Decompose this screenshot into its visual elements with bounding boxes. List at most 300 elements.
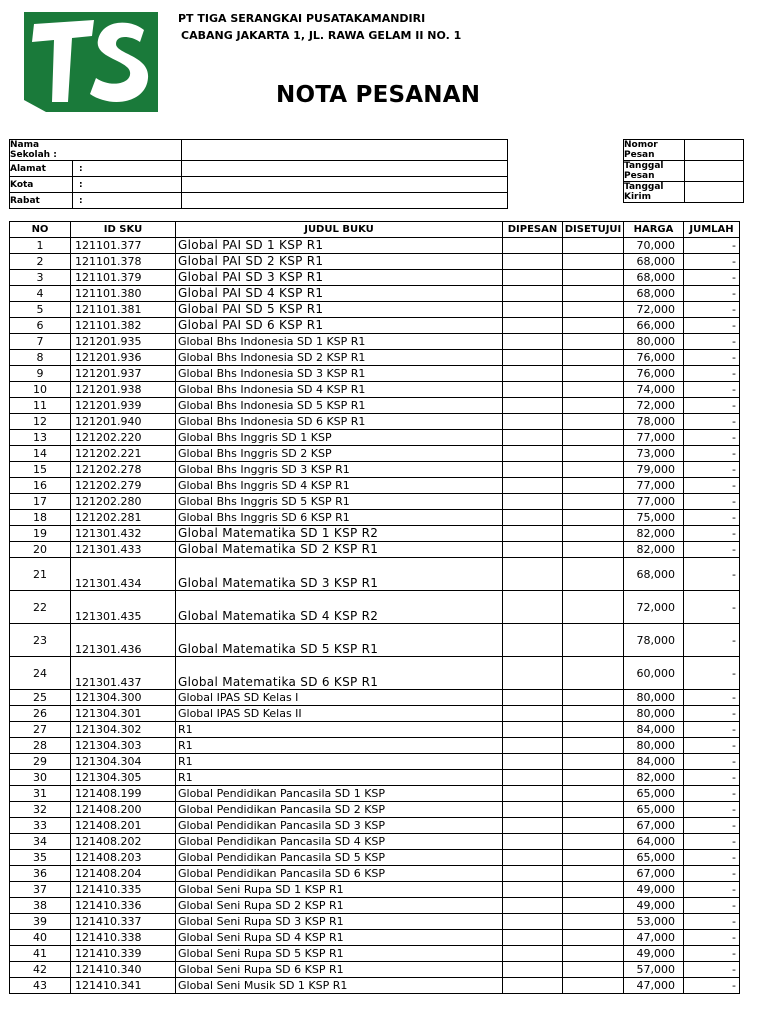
row-disetujui[interactable] <box>563 318 624 334</box>
row-id-sku: 121201.935 <box>71 334 176 350</box>
row-judul-buku: Global Seni Rupa SD 3 KSP R1 <box>176 914 503 930</box>
row-harga: 74,000 <box>624 382 684 398</box>
row-judul-buku: Global Matematika SD 2 KSP R1 <box>176 542 503 558</box>
row-jumlah: - <box>684 850 740 866</box>
row-disetujui[interactable] <box>563 446 624 462</box>
row-id-sku: 121201.937 <box>71 366 176 382</box>
row-dipesan[interactable] <box>503 706 563 722</box>
table-row <box>10 414 740 430</box>
row-dipesan[interactable] <box>503 770 563 786</box>
row-judul-buku: Global Bhs Indonesia SD 3 KSP R1 <box>176 366 503 382</box>
row-no: 42 <box>10 962 71 978</box>
row-judul-buku: Global Bhs Indonesia SD 5 KSP R1 <box>176 398 503 414</box>
row-harga: 65,000 <box>624 786 684 802</box>
row-harga: 82,000 <box>624 542 684 558</box>
row-jumlah: - <box>684 898 740 914</box>
row-dipesan[interactable] <box>503 254 563 270</box>
row-disetujui[interactable] <box>563 302 624 318</box>
table-row <box>10 286 740 302</box>
customer-info-table <box>9 139 508 209</box>
row-dipesan[interactable] <box>503 462 563 478</box>
header-harga: HARGA <box>624 222 684 238</box>
row-dipesan[interactable] <box>503 238 563 254</box>
row-disetujui[interactable] <box>563 706 624 722</box>
header-disetujui: DISETUJUI <box>563 222 624 238</box>
row-judul-buku: Global Bhs Indonesia SD 1 KSP R1 <box>176 334 503 350</box>
row-jumlah: - <box>684 722 740 738</box>
info-sep: : <box>73 193 182 209</box>
row-dipesan[interactable] <box>503 722 563 738</box>
row-no: 11 <box>10 398 71 414</box>
row-dipesan[interactable] <box>503 657 563 690</box>
table-row <box>10 802 740 818</box>
row-no: 20 <box>10 542 71 558</box>
row-disetujui[interactable] <box>563 818 624 834</box>
info-value[interactable] <box>182 140 508 161</box>
header-jumlah: JUMLAH <box>684 222 740 238</box>
row-disetujui[interactable] <box>563 850 624 866</box>
row-dipesan[interactable] <box>503 430 563 446</box>
row-jumlah: - <box>684 690 740 706</box>
row-jumlah: - <box>684 462 740 478</box>
table-row <box>10 770 740 786</box>
row-disetujui[interactable] <box>563 946 624 962</box>
row-dipesan[interactable] <box>503 591 563 624</box>
row-id-sku: 121408.202 <box>71 834 176 850</box>
row-no: 17 <box>10 494 71 510</box>
row-judul-buku: Global Bhs Indonesia SD 6 KSP R1 <box>176 414 503 430</box>
info-row-nomor-pesan <box>624 140 744 161</box>
row-no: 35 <box>10 850 71 866</box>
row-no: 34 <box>10 834 71 850</box>
row-dipesan[interactable] <box>503 914 563 930</box>
row-dipesan[interactable] <box>503 834 563 850</box>
row-harga: 68,000 <box>624 286 684 302</box>
row-id-sku: 121101.377 <box>71 238 176 254</box>
row-judul-buku: Global Bhs Inggris SD 5 KSP R1 <box>176 494 503 510</box>
row-disetujui[interactable] <box>563 930 624 946</box>
row-harga: 76,000 <box>624 350 684 366</box>
row-id-sku: 121410.335 <box>71 882 176 898</box>
info-label: Tanggal Kirim <box>624 182 685 203</box>
row-dipesan[interactable] <box>503 850 563 866</box>
row-jumlah: - <box>684 786 740 802</box>
row-jumlah: - <box>684 270 740 286</box>
info-label: Nama Sekolah : <box>10 140 73 161</box>
info-row-tanggal-pesan <box>624 161 744 182</box>
table-row <box>10 818 740 834</box>
row-harga: 60,000 <box>624 657 684 690</box>
row-jumlah: - <box>684 657 740 690</box>
row-harga: 73,000 <box>624 446 684 462</box>
info-value[interactable] <box>182 193 508 209</box>
row-jumlah: - <box>684 334 740 350</box>
row-no: 29 <box>10 754 71 770</box>
row-no: 8 <box>10 350 71 366</box>
row-id-sku: 121202.281 <box>71 510 176 526</box>
table-row <box>10 446 740 462</box>
row-harga: 65,000 <box>624 850 684 866</box>
row-no: 5 <box>10 302 71 318</box>
row-id-sku: 121201.936 <box>71 350 176 366</box>
row-judul-buku: Global Matematika SD 1 KSP R2 <box>176 526 503 542</box>
row-id-sku: 121408.204 <box>71 866 176 882</box>
row-id-sku: 121304.300 <box>71 690 176 706</box>
info-sep <box>73 140 182 161</box>
row-judul-buku: Global Pendidikan Pancasila SD 3 KSP <box>176 818 503 834</box>
row-jumlah: - <box>684 302 740 318</box>
row-judul-buku: Global PAI SD 3 KSP R1 <box>176 270 503 286</box>
row-no: 25 <box>10 690 71 706</box>
row-disetujui[interactable] <box>563 478 624 494</box>
row-harga: 80,000 <box>624 334 684 350</box>
row-judul-buku: Global Bhs Inggris SD 3 KSP R1 <box>176 462 503 478</box>
row-id-sku: 121101.380 <box>71 286 176 302</box>
row-dipesan[interactable] <box>503 350 563 366</box>
table-row <box>10 624 740 657</box>
row-id-sku: 121304.303 <box>71 738 176 754</box>
row-harga: 79,000 <box>624 462 684 478</box>
row-dipesan[interactable] <box>503 414 563 430</box>
row-disetujui[interactable] <box>563 286 624 302</box>
row-dipesan[interactable] <box>503 542 563 558</box>
row-judul-buku: Global Seni Rupa SD 1 KSP R1 <box>176 882 503 898</box>
row-dipesan[interactable] <box>503 398 563 414</box>
table-row <box>10 270 740 286</box>
page-title: NOTA PESANAN <box>276 82 481 108</box>
row-harga: 49,000 <box>624 882 684 898</box>
row-judul-buku: Global PAI SD 5 KSP R1 <box>176 302 503 318</box>
row-harga: 67,000 <box>624 866 684 882</box>
table-row <box>10 510 740 526</box>
table-row <box>10 526 740 542</box>
row-disetujui[interactable] <box>563 350 624 366</box>
table-row <box>10 302 740 318</box>
row-harga: 76,000 <box>624 366 684 382</box>
row-harga: 77,000 <box>624 430 684 446</box>
row-dipesan[interactable] <box>503 494 563 510</box>
table-row <box>10 558 740 591</box>
row-disetujui[interactable] <box>563 978 624 994</box>
table-row <box>10 318 740 334</box>
row-dipesan[interactable] <box>503 898 563 914</box>
table-row <box>10 930 740 946</box>
row-jumlah: - <box>684 318 740 334</box>
row-disetujui[interactable] <box>563 414 624 430</box>
row-no: 3 <box>10 270 71 286</box>
row-disetujui[interactable] <box>563 366 624 382</box>
row-dipesan[interactable] <box>503 478 563 494</box>
row-dipesan[interactable] <box>503 866 563 882</box>
row-id-sku: 121304.305 <box>71 770 176 786</box>
company-logo <box>24 12 158 112</box>
row-dipesan[interactable] <box>503 882 563 898</box>
row-no: 31 <box>10 786 71 802</box>
row-id-sku: 121101.379 <box>71 270 176 286</box>
row-dipesan[interactable] <box>503 270 563 286</box>
row-harga: 77,000 <box>624 494 684 510</box>
row-harga: 84,000 <box>624 722 684 738</box>
row-disetujui[interactable] <box>563 270 624 286</box>
row-harga: 68,000 <box>624 270 684 286</box>
row-disetujui[interactable] <box>563 722 624 738</box>
row-dipesan[interactable] <box>503 690 563 706</box>
row-jumlah: - <box>684 624 740 657</box>
row-dipesan[interactable] <box>503 382 563 398</box>
row-no: 18 <box>10 510 71 526</box>
table-row <box>10 334 740 350</box>
row-dipesan[interactable] <box>503 978 563 994</box>
info-value[interactable] <box>182 161 508 177</box>
row-dipesan[interactable] <box>503 558 563 591</box>
row-disetujui[interactable] <box>563 494 624 510</box>
row-disetujui[interactable] <box>563 430 624 446</box>
row-jumlah: - <box>684 542 740 558</box>
row-no: 10 <box>10 382 71 398</box>
row-jumlah: - <box>684 494 740 510</box>
row-judul-buku: Global Seni Rupa SD 2 KSP R1 <box>176 898 503 914</box>
row-jumlah: - <box>684 286 740 302</box>
row-dipesan[interactable] <box>503 366 563 382</box>
row-disetujui[interactable] <box>563 962 624 978</box>
row-harga: 78,000 <box>624 624 684 657</box>
row-jumlah: - <box>684 962 740 978</box>
row-judul-buku: Global Bhs Inggris SD 6 KSP R1 <box>176 510 503 526</box>
row-id-sku: 121301.437 <box>71 657 176 690</box>
row-jumlah: - <box>684 802 740 818</box>
row-judul-buku: Global PAI SD 2 KSP R1 <box>176 254 503 270</box>
row-harga: 80,000 <box>624 738 684 754</box>
row-dipesan[interactable] <box>503 624 563 657</box>
row-dipesan[interactable] <box>503 946 563 962</box>
row-dipesan[interactable] <box>503 334 563 350</box>
row-no: 36 <box>10 866 71 882</box>
header-dipesan: DIPESAN <box>503 222 563 238</box>
row-disetujui[interactable] <box>563 690 624 706</box>
table-row <box>10 430 740 446</box>
row-no: 28 <box>10 738 71 754</box>
row-dipesan[interactable] <box>503 962 563 978</box>
company-name: PT TIGA SERANGKAI PUSATAKAMANDIRI <box>178 12 426 25</box>
row-disetujui[interactable] <box>563 914 624 930</box>
row-jumlah: - <box>684 414 740 430</box>
row-id-sku: 121101.378 <box>71 254 176 270</box>
row-judul-buku: Global Bhs Indonesia SD 4 KSP R1 <box>176 382 503 398</box>
row-jumlah: - <box>684 770 740 786</box>
row-id-sku: 121304.302 <box>71 722 176 738</box>
row-judul-buku: Global Seni Rupa SD 6 KSP R1 <box>176 962 503 978</box>
table-row <box>10 786 740 802</box>
table-row <box>10 478 740 494</box>
row-disetujui[interactable] <box>563 254 624 270</box>
row-no: 12 <box>10 414 71 430</box>
row-harga: 49,000 <box>624 946 684 962</box>
row-id-sku: 121202.278 <box>71 462 176 478</box>
row-dipesan[interactable] <box>503 318 563 334</box>
row-harga: 72,000 <box>624 302 684 318</box>
row-harga: 65,000 <box>624 802 684 818</box>
row-jumlah: - <box>684 818 740 834</box>
row-disetujui[interactable] <box>563 462 624 478</box>
row-disetujui[interactable] <box>563 754 624 770</box>
row-jumlah: - <box>684 706 740 722</box>
table-row <box>10 494 740 510</box>
row-harga: 80,000 <box>624 706 684 722</box>
row-harga: 47,000 <box>624 930 684 946</box>
row-disetujui[interactable] <box>563 334 624 350</box>
row-dipesan[interactable] <box>503 526 563 542</box>
info-value[interactable] <box>685 161 744 182</box>
header-judul-buku: JUDUL BUKU <box>176 222 503 238</box>
row-jumlah: - <box>684 398 740 414</box>
row-jumlah: - <box>684 430 740 446</box>
row-jumlah: - <box>684 254 740 270</box>
table-row <box>10 738 740 754</box>
row-id-sku: 121408.200 <box>71 802 176 818</box>
row-id-sku: 121410.337 <box>71 914 176 930</box>
row-dipesan[interactable] <box>503 286 563 302</box>
row-dipesan[interactable] <box>503 786 563 802</box>
row-dipesan[interactable] <box>503 754 563 770</box>
row-jumlah: - <box>684 446 740 462</box>
row-disetujui[interactable] <box>563 526 624 542</box>
table-row <box>10 978 740 994</box>
row-no: 24 <box>10 657 71 690</box>
row-no: 7 <box>10 334 71 350</box>
row-no: 33 <box>10 818 71 834</box>
row-dipesan[interactable] <box>503 802 563 818</box>
row-disetujui[interactable] <box>563 866 624 882</box>
row-id-sku: 121408.199 <box>71 786 176 802</box>
row-no: 40 <box>10 930 71 946</box>
info-label: Rabat <box>10 193 73 209</box>
row-disetujui[interactable] <box>563 542 624 558</box>
info-sep: : <box>73 161 182 177</box>
row-jumlah: - <box>684 558 740 591</box>
company-address: CABANG JAKARTA 1, JL. RAWA GELAM II NO. 1 <box>181 29 462 42</box>
row-id-sku: 121408.201 <box>71 818 176 834</box>
row-id-sku: 121304.301 <box>71 706 176 722</box>
row-disetujui[interactable] <box>563 882 624 898</box>
row-no: 23 <box>10 624 71 657</box>
row-judul-buku: Global PAI SD 1 KSP R1 <box>176 238 503 254</box>
row-judul-buku: Global IPAS SD Kelas II <box>176 706 503 722</box>
row-jumlah: - <box>684 834 740 850</box>
row-disetujui[interactable] <box>563 591 624 624</box>
row-id-sku: 121202.280 <box>71 494 176 510</box>
row-harga: 66,000 <box>624 318 684 334</box>
row-id-sku: 121201.939 <box>71 398 176 414</box>
row-harga: 67,000 <box>624 818 684 834</box>
table-row <box>10 366 740 382</box>
row-jumlah: - <box>684 914 740 930</box>
order-info-table <box>623 139 744 203</box>
row-disetujui[interactable] <box>563 770 624 786</box>
info-label: Nomor Pesan <box>624 140 685 161</box>
header-id-sku: ID SKU <box>71 222 176 238</box>
row-disetujui[interactable] <box>563 657 624 690</box>
info-label: Alamat <box>10 161 73 177</box>
row-disetujui[interactable] <box>563 898 624 914</box>
row-judul-buku: Global PAI SD 4 KSP R1 <box>176 286 503 302</box>
row-no: 4 <box>10 286 71 302</box>
table-row <box>10 834 740 850</box>
row-id-sku: 121410.336 <box>71 898 176 914</box>
info-value[interactable] <box>685 140 744 161</box>
row-disetujui[interactable] <box>563 238 624 254</box>
row-no: 43 <box>10 978 71 994</box>
row-judul-buku: Global PAI SD 6 KSP R1 <box>176 318 503 334</box>
company-header <box>178 10 461 44</box>
row-disetujui[interactable] <box>563 738 624 754</box>
row-jumlah: - <box>684 510 740 526</box>
row-disetujui[interactable] <box>563 624 624 657</box>
table-header-row <box>10 222 740 238</box>
row-harga: 64,000 <box>624 834 684 850</box>
row-harga: 68,000 <box>624 254 684 270</box>
row-id-sku: 121410.339 <box>71 946 176 962</box>
row-dipesan[interactable] <box>503 446 563 462</box>
row-disetujui[interactable] <box>563 786 624 802</box>
info-value[interactable] <box>182 177 508 193</box>
row-judul-buku: Global Pendidikan Pancasila SD 6 KSP <box>176 866 503 882</box>
info-row-nama-sekolah <box>10 140 508 161</box>
row-dipesan[interactable] <box>503 302 563 318</box>
table-row <box>10 882 740 898</box>
row-jumlah: - <box>684 238 740 254</box>
row-id-sku: 121301.432 <box>71 526 176 542</box>
row-disetujui[interactable] <box>563 802 624 818</box>
row-disetujui[interactable] <box>563 382 624 398</box>
row-no: 16 <box>10 478 71 494</box>
table-row <box>10 914 740 930</box>
row-judul-buku: Global Bhs Inggris SD 4 KSP R1 <box>176 478 503 494</box>
row-disetujui[interactable] <box>563 558 624 591</box>
row-judul-buku: Global Bhs Indonesia SD 2 KSP R1 <box>176 350 503 366</box>
row-disetujui[interactable] <box>563 398 624 414</box>
table-row <box>10 350 740 366</box>
row-dipesan[interactable] <box>503 738 563 754</box>
table-row <box>10 722 740 738</box>
row-harga: 82,000 <box>624 526 684 542</box>
table-row <box>10 382 740 398</box>
info-sep: : <box>73 177 182 193</box>
row-id-sku: 121408.203 <box>71 850 176 866</box>
row-jumlah: - <box>684 930 740 946</box>
row-id-sku: 121410.338 <box>71 930 176 946</box>
row-no: 22 <box>10 591 71 624</box>
table-row <box>10 898 740 914</box>
row-jumlah: - <box>684 478 740 494</box>
row-id-sku: 121201.940 <box>71 414 176 430</box>
row-disetujui[interactable] <box>563 510 624 526</box>
info-value[interactable] <box>685 182 744 203</box>
row-dipesan[interactable] <box>503 818 563 834</box>
row-harga: 72,000 <box>624 591 684 624</box>
row-harga: 78,000 <box>624 414 684 430</box>
row-judul-buku: Global Bhs Inggris SD 2 KSP <box>176 446 503 462</box>
table-row <box>10 690 740 706</box>
row-jumlah: - <box>684 978 740 994</box>
row-disetujui[interactable] <box>563 834 624 850</box>
row-no: 1 <box>10 238 71 254</box>
row-dipesan[interactable] <box>503 510 563 526</box>
row-judul-buku: Global Pendidikan Pancasila SD 1 KSP <box>176 786 503 802</box>
row-harga: 47,000 <box>624 978 684 994</box>
row-judul-buku: Global Matematika SD 5 KSP R1 <box>176 624 503 657</box>
row-dipesan[interactable] <box>503 930 563 946</box>
info-row-kota <box>10 177 508 193</box>
